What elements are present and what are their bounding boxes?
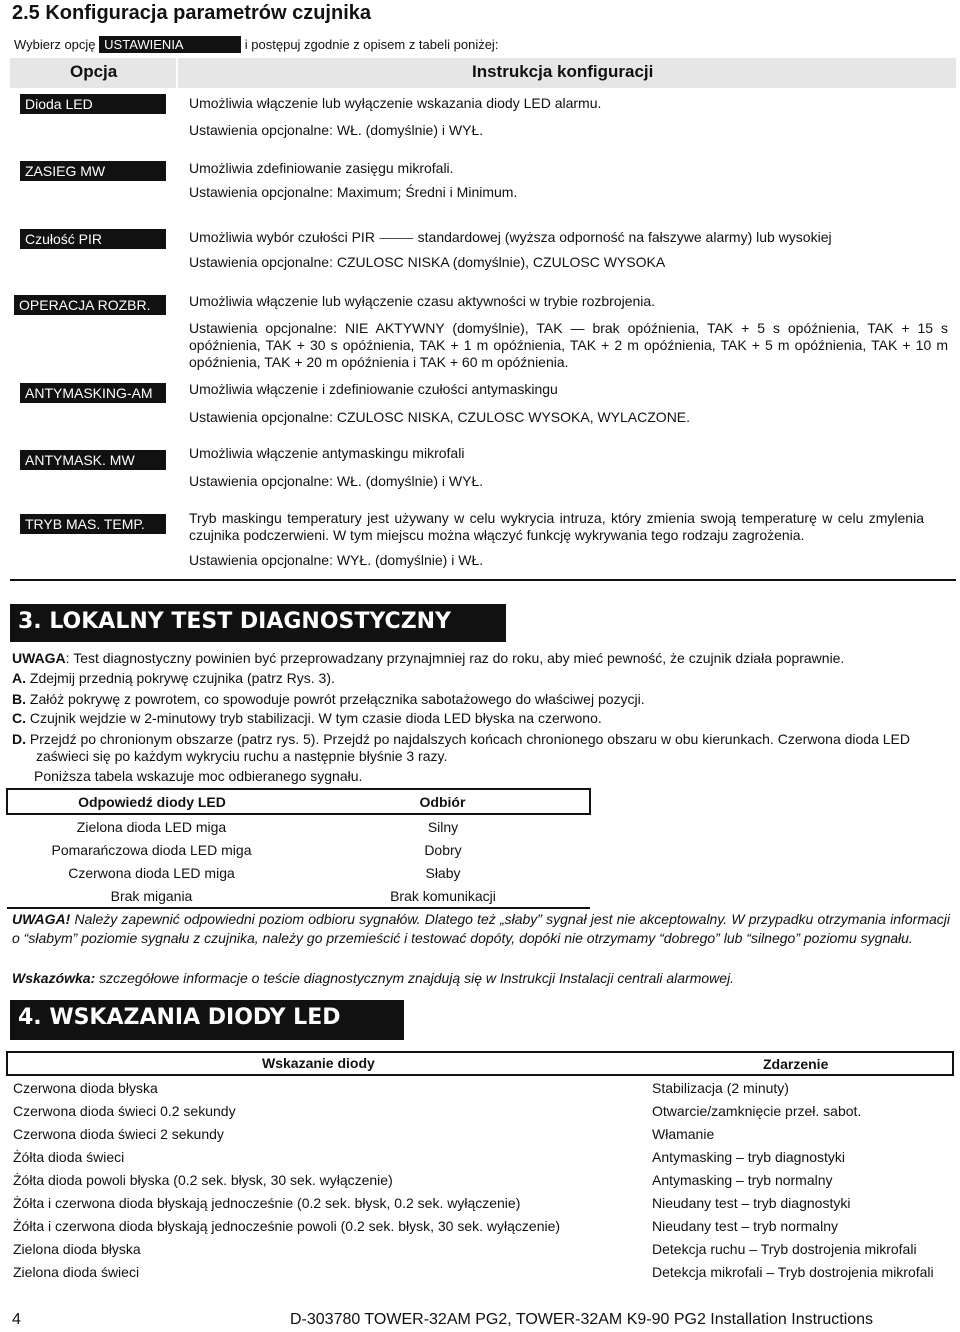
page-number: 4 xyxy=(12,1311,21,1328)
table-cell: Silny xyxy=(427,818,459,835)
option-description: Umożliwia wybór czułości PIR ⸻ standardowej (wyższa odporność na fałszywe alarmy) lub wysokiej xyxy=(189,229,832,245)
led-event-cell: Antymasking – tryb normalny xyxy=(652,1172,833,1188)
header-separator xyxy=(176,58,178,88)
option-label: ZASIEG MW xyxy=(20,161,166,181)
option-settings: Ustawienia opcjonalne: WŁ. (domyślnie) i WYŁ. xyxy=(189,473,484,489)
option-label: Czułość PIR xyxy=(20,229,166,249)
step-letter: A. xyxy=(12,670,26,686)
section-heading: 4. WSKAZANIA DIODY LED xyxy=(10,1000,404,1040)
led-table-right-border xyxy=(952,1051,954,1075)
step-item xyxy=(12,691,952,708)
column-header-option: Opcja xyxy=(70,62,118,81)
option-settings: Ustawienia opcjonalne: Maximum; Średni i Minimum. xyxy=(189,184,518,200)
led-indication-cell: Żółta dioda powoli błyska (0.2 sek. błysk, 30 sek. wyłączenie) xyxy=(13,1172,393,1188)
table-cell: Brak migania xyxy=(7,884,296,908)
intro-after: i postępuj zgodnie z opisem z tabeli poniżej: xyxy=(244,37,499,52)
step-letter: C. xyxy=(12,710,26,726)
table-header-row xyxy=(7,789,590,814)
led-indication-cell: Żółta i czerwona dioda błyskają jednocześnie powoli (0.2 sek. błysk, 30 sek. wyłączenie) xyxy=(13,1218,561,1234)
table-cell: Brak komunikacji xyxy=(296,884,590,908)
led-indication-cell: Zielona dioda świeci xyxy=(13,1264,140,1280)
section-heading: 3. LOKALNY TEST DIAGNOSTYCZNY xyxy=(10,604,506,642)
led-indication-cell: Czerwona dioda świeci 0.2 sekundy xyxy=(13,1103,236,1119)
option-settings: Ustawienia opcjonalne: NIE AKTYWNY (domyślnie), TAK — brak opóźnienia, TAK + 5 s opóźnienia, TAK + 15 s opóźnienia, TAK + 30 s opóźnienia, TAK + 1 m opóźnienia, TAK + 2 m opóźnienia, TAK + 5 m opóźnienia, TAK + 10 m opóźnienia, TAK + 20 m opóźnienia i TAK + 60 m opóźnienia. xyxy=(189,320,948,370)
step-item xyxy=(12,670,952,687)
table-row xyxy=(7,861,590,884)
table-cell: Pomarańczowa dioda LED miga xyxy=(51,841,252,858)
led-indication-cell: Żółta i czerwona dioda błyskają jednocześnie (0.2 sek. błysk, 0.2 sek. wyłączenie) xyxy=(13,1195,521,1211)
led-indication-cell: Czerwona dioda świeci 2 sekundy xyxy=(13,1126,224,1142)
option-label: Dioda LED xyxy=(20,94,166,114)
step-text: Przejdź po chronionym obszarze (patrz rys. 5). Przejdź po najdalszych końcach chronionego obszaru w obu kierunkach. Czerwona dioda LED zaświeci się po każdym wykryciu ruchu a następnie błyśnie 3 razy. xyxy=(29,731,911,764)
option-settings: Ustawienia opcjonalne: CZULOSC NISKA (domyślnie), CZULOSC WYSOKA xyxy=(189,254,666,270)
step-text: Załóż pokrywę z powrotem, co spowoduje powrót przełącznika sabotażowego do właściwej pozycji. xyxy=(29,691,645,707)
signal-table xyxy=(6,788,591,909)
led-event-cell: Detekcja ruchu – Tryb dostrojenia mikrofali xyxy=(652,1241,917,1257)
led-table-header-border xyxy=(6,1074,954,1076)
led-event-cell: Nieudany test – tryb normalny xyxy=(652,1218,838,1234)
note-text: Należy zapewnić odpowiedni poziom odbioru sygnałów. Dlatego też „słaby” sygnał jest nie akceptowalny. W przypadku otrzymania informacji o “słabym” poziomie sygnału z czujnika, należy go przemieścić i testować dopóty, dopóki nie otrzymamy “dobrego” lub “silnego” poziomu sygnału. xyxy=(12,911,950,946)
option-description: Umożliwia włączenie i zdefiniowanie czułości antymaskingu xyxy=(189,381,558,397)
led-indication-cell: Zielona dioda błyska xyxy=(13,1241,141,1257)
option-description: Umożliwia włączenie lub wyłączenie wskazania diody LED alarmu. xyxy=(189,95,602,111)
option-description: Umożliwia zdefiniowanie zasięgu mikrofali. xyxy=(189,160,454,176)
option-settings: Ustawienia opcjonalne: WYŁ. (domyślnie) i WŁ. xyxy=(189,552,484,568)
led-event-cell: Antymasking – tryb diagnostyki xyxy=(652,1149,845,1165)
step-text: Zdejmij przednią pokrywę czujnika (patrz Rys. 3). xyxy=(29,670,335,686)
led-event-cell: Stabilizacja (2 minuty) xyxy=(652,1080,789,1096)
option-label: ANTYMASKING-AM xyxy=(20,383,166,403)
led-event-cell: Detekcja mikrofali – Tryb dostrojenia mikrofali xyxy=(652,1264,934,1280)
section-title: 2.5 Konfiguracja parametrów czujnika xyxy=(12,2,371,24)
step-letter: D. xyxy=(12,731,26,747)
option-label: OPERACJA ROZBR. xyxy=(14,295,166,315)
settings-button-label: USTAWIENIA xyxy=(99,36,241,53)
header-led-indication: Wskazanie diody xyxy=(262,1055,375,1071)
note-label: UWAGA! xyxy=(12,911,71,927)
step-letter: B. xyxy=(12,691,26,707)
option-description: Umożliwia włączenie antymaskingu mikrofali xyxy=(189,445,465,461)
header-reception: Odbiór xyxy=(296,789,590,814)
option-description: Umożliwia włączenie lub wyłączenie czasu aktywności w trybie rozbrojenia. xyxy=(189,293,656,309)
led-event-cell: Otwarcie/zamknięcie przeł. sabot. xyxy=(652,1103,862,1119)
led-event-cell: Włamanie xyxy=(652,1126,715,1142)
table-cell: Czerwona dioda LED miga xyxy=(68,864,235,881)
option-settings: Ustawienia opcjonalne: WŁ. (domyślnie) i WYŁ. xyxy=(189,122,484,138)
led-indication-cell: Czerwona dioda błyska xyxy=(13,1080,158,1096)
uwaga-label: UWAGA xyxy=(12,650,66,666)
hint-label: Wskazówka: xyxy=(12,970,96,986)
section-divider xyxy=(10,579,956,581)
document-title: D-303780 TOWER-32AM PG2, TOWER-32AM K9-90 PG2 Installation Instructions xyxy=(290,1311,874,1328)
step-text: Czujnik wejdzie w 2-minutowy tryb stabilizacji. W tym czasie dioda LED błyska na czerwono. xyxy=(29,710,602,726)
step-item xyxy=(12,710,952,727)
table-cell: Dobry xyxy=(424,841,462,858)
note-paragraph xyxy=(12,910,950,948)
led-indication-cell: Żółta dioda świeci xyxy=(13,1149,125,1165)
table-cell: Zielona dioda LED miga xyxy=(76,818,227,835)
hint-paragraph xyxy=(12,970,950,987)
led-table-left-border xyxy=(6,1051,8,1075)
header-event: Zdarzenie xyxy=(763,1056,829,1072)
uwaga-text: : Test diagnostyczny powinien być przeprowadzany przynajmniej raz do roku, aby mieć pewność, że czujnik działa poprawnie. xyxy=(65,650,845,666)
table-row xyxy=(7,838,590,861)
table-row xyxy=(7,884,590,908)
uwaga-paragraph xyxy=(12,650,952,667)
header-led-response: Odpowiedź diody LED xyxy=(7,789,296,814)
led-event-cell: Nieudany test – tryb diagnostyki xyxy=(652,1195,851,1211)
step-item xyxy=(12,731,956,765)
intro-line xyxy=(14,36,498,53)
led-table-top-border xyxy=(6,1051,954,1053)
hint-text: szczegółowe informacje o teście diagnostycznym znajdują się w Instrukcji Instalacji centrali alarmowej. xyxy=(95,970,735,986)
option-label: ANTYMASK. MW xyxy=(20,450,166,470)
table-cell: Słaby xyxy=(425,864,461,881)
option-description: Tryb maskingu temperatury jest używany w celu wykrycia intruza, który zmienia swoją temperaturę w celu zmylenia czujnika podczerwieni. W tym miejscu można włączyć funkcję wykrywania tego rodzaju zagrożenia. xyxy=(189,510,924,543)
column-header-instructions: Instrukcja konfiguracji xyxy=(472,62,654,81)
option-settings: Ustawienia opcjonalne: CZULOSC NISKA, CZULOSC WYSOKA, WYLACZONE. xyxy=(189,409,691,425)
table-row xyxy=(7,814,590,838)
option-label: TRYB MAS. TEMP. xyxy=(20,514,166,534)
intro-before: Wybierz opcję xyxy=(14,37,96,52)
table-intro: Poniższa tabela wskazuje moc odbieranego sygnału. xyxy=(34,768,363,784)
